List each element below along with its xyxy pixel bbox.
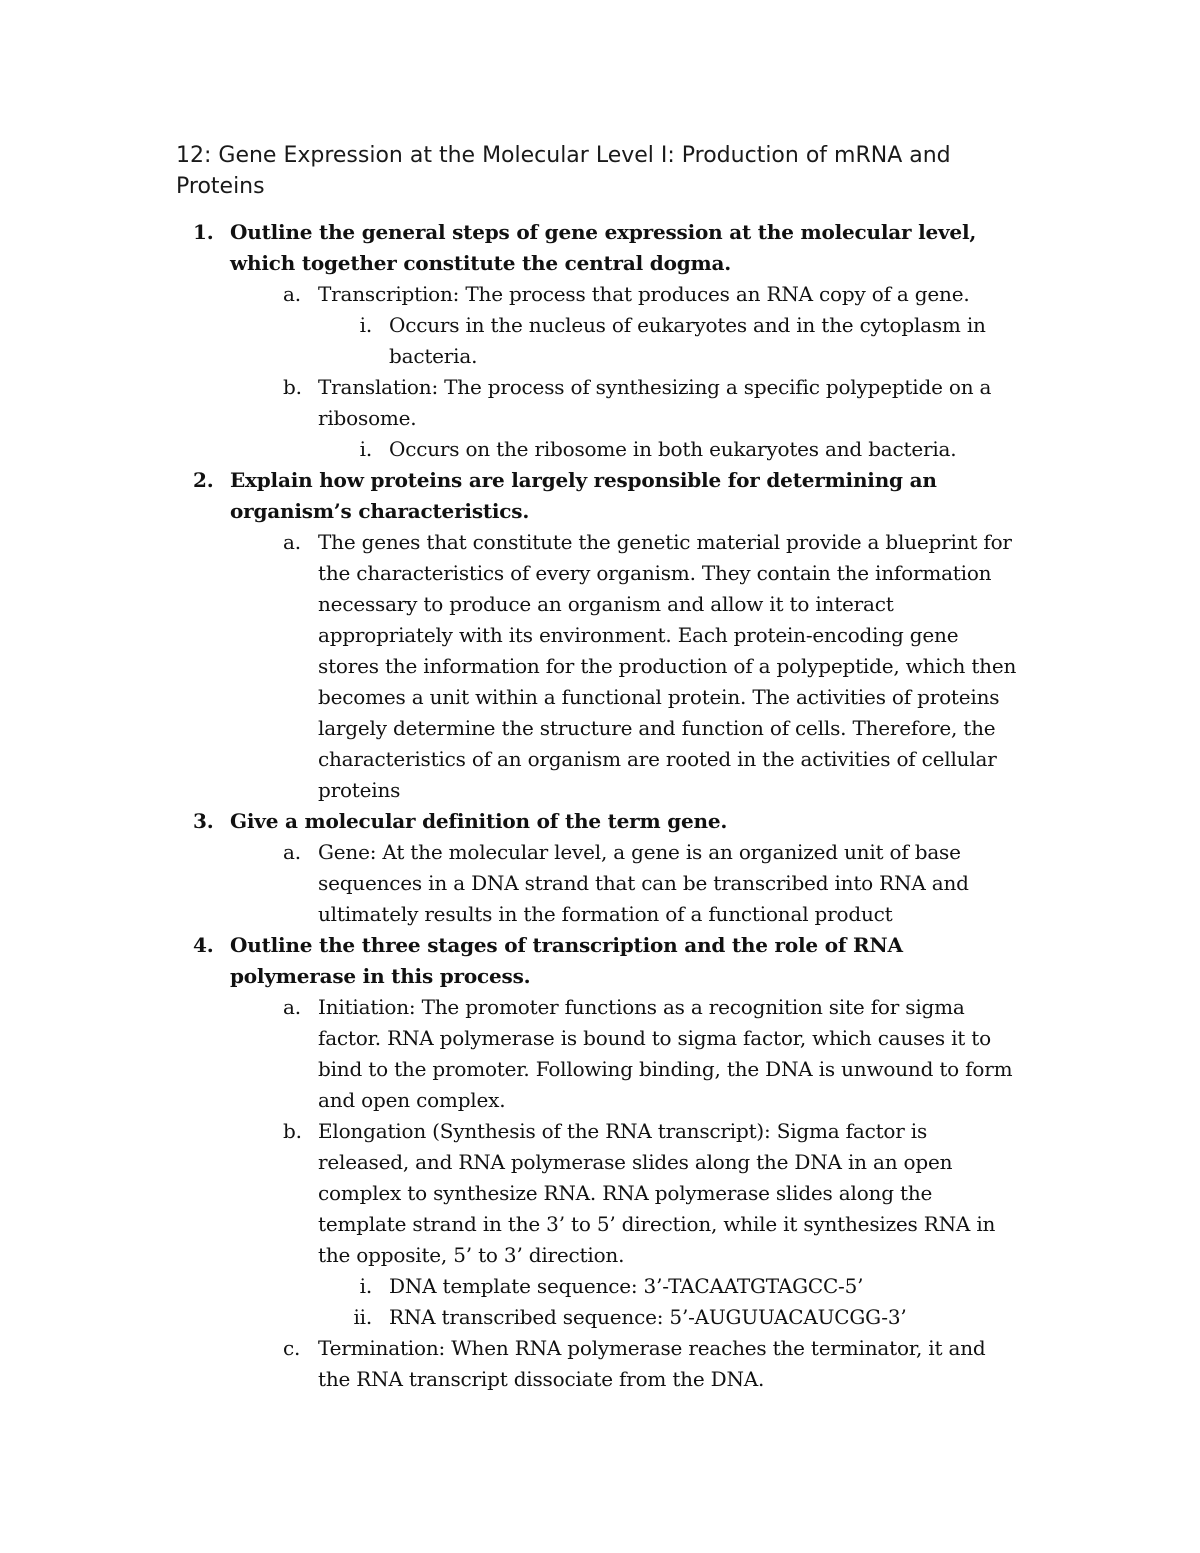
question-text: 2. Explain how proteins are largely responsible for determining an organism’s characteristics. — [0, 465, 1020, 527]
sub-answer-item — [0, 1271, 1020, 1302]
answer-text: Transcription: The process that produces an RNA copy of a gene. — [318, 282, 970, 306]
answer-item — [0, 837, 1020, 930]
answer-text: Translation: The process of synthesizing a specific polypeptide on a ribosome. — [318, 375, 992, 430]
sub-answer-item — [0, 434, 1020, 465]
answer-item — [0, 372, 1020, 434]
answer-letter: a. — [283, 282, 301, 306]
answer-letter: b. — [283, 1119, 302, 1143]
answer-text: Elongation (Synthesis of the RNA transcript): Sigma factor is released, and RNA polymerase slides along the DNA in an open complex to synthesize RNA. RNA polymerase slides along the template strand in the 3’ to 5’ direction, while it synthesizes RNA in the opposite, 5’ to 3’ direction. — [318, 1119, 996, 1267]
question-item — [0, 465, 1200, 806]
sub-answer-text: RNA transcribed sequence: 5’-AUGUUACAUCGG-3’ — [389, 1305, 907, 1329]
answer-letter: a. — [283, 995, 301, 1019]
sub-answer-text: DNA template sequence: 3’-TACAATGTAGCC-5’ — [389, 1274, 864, 1298]
answer-letter: a. — [283, 840, 301, 864]
sub-answer-text: Occurs on the ribosome in both eukaryotes and bacteria. — [389, 437, 957, 461]
question-item — [0, 217, 1200, 465]
answer-item — [0, 1333, 1020, 1395]
answer-letter: c. — [283, 1336, 301, 1360]
sub-answer-numeral: i. — [359, 1274, 372, 1298]
sub-answer-numeral: i. — [359, 437, 372, 461]
sub-answer-item — [0, 1302, 1020, 1333]
question-number: 2. — [193, 468, 214, 492]
answer-text: Gene: At the molecular level, a gene is an organized unit of base sequences in a DNA strand that can be transcribed into RNA and ultimately results in the formation of a functional product — [318, 840, 969, 926]
answer-item — [0, 527, 1020, 806]
sub-answer-numeral: i. — [359, 313, 372, 337]
answer-text: Initiation: The promoter functions as a recognition site for sigma factor. RNA polymerase is bound to sigma factor, which causes it to bind to the promoter. Following binding, the DNA is unwound to form and open complex. — [318, 995, 1013, 1112]
question-item — [0, 806, 1200, 930]
answer-text: The genes that constitute the genetic material provide a blueprint for the characteristics of every organism. They contain the information necessary to produce an organism and allow it to interact appropriately with its environment. Each protein-encoding gene stores the information for the production of a polypeptide, which then becomes a unit within a functional protein. The activities of proteins largely determine the structure and function of cells. Therefore, the characteristics of an organism are rooted in the activities of cellular proteins — [318, 530, 1017, 802]
document-title: 12: Gene Expression at the Molecular Level I: Production of mRNA and Proteins — [176, 143, 951, 199]
question-list — [0, 217, 1200, 1395]
answer-item — [0, 279, 1020, 310]
question-number: 1. — [193, 220, 214, 244]
question-text: 3. Give a molecular definition of the term gene. — [0, 806, 1020, 837]
answer-letter: a. — [283, 530, 301, 554]
question-number: 3. — [193, 809, 214, 833]
sub-answer-text: Occurs in the nucleus of eukaryotes and in the cytoplasm in bacteria. — [389, 313, 986, 368]
sub-answer-item — [0, 310, 1020, 372]
sub-answer-numeral: ii. — [353, 1305, 372, 1329]
question-text: 4. Outline the three stages of transcription and the role of RNA polymerase in this process. — [0, 930, 1020, 992]
question-text: 1. Outline the general steps of gene expression at the molecular level, which together constitute the central dogma. — [0, 217, 1020, 279]
question-item — [0, 930, 1200, 1395]
answer-text: Termination: When RNA polymerase reaches the terminator, it and the RNA transcript dissociate from the DNA. — [318, 1336, 986, 1391]
answer-letter: b. — [283, 375, 302, 399]
question-number: 4. — [193, 933, 214, 957]
answer-item — [0, 992, 1020, 1116]
answer-item — [0, 1116, 1020, 1271]
